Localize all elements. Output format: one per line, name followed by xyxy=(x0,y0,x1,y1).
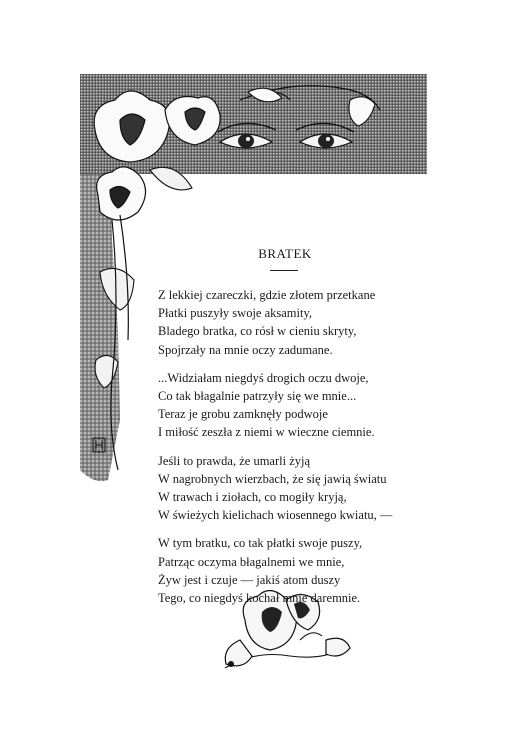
poem-line: Płatki puszyły swoje aksamity, xyxy=(158,306,313,321)
poem-line: Jeśli to prawda, że umarli żyją xyxy=(158,453,311,468)
title-divider xyxy=(270,270,298,271)
poem-line: Patrząc oczyma błagalnemi we mnie, xyxy=(158,554,345,569)
poem-title: BRATEK xyxy=(258,246,312,261)
poem-line: Co tak błagalnie patrzyły się we mnie... xyxy=(158,389,357,404)
poem-stanza xyxy=(158,369,458,442)
poem-stanza xyxy=(158,452,458,525)
poem-line: W świeżych kielichach wiosennego kwiatu, — xyxy=(158,508,393,523)
poem-stanza xyxy=(158,286,458,359)
poem-line: Z lekkiej czareczki, gdzie złotem przetkane xyxy=(158,288,376,302)
poem-body xyxy=(158,286,458,617)
poem-line: Żyw jest i czuje — jakiś atom duszy xyxy=(158,572,341,587)
poem-stanza xyxy=(158,534,458,607)
poem-line: W trawach i ziołach, co mogiły kryją, xyxy=(158,490,347,505)
poem-line: Spojrzały na mnie oczy zadumane. xyxy=(158,342,333,357)
poem-line: W tym bratku, co tak płatki swoje puszy, xyxy=(158,536,363,551)
poem-line: Tego, co niegdyś kochał mnie daremnie. xyxy=(158,591,361,606)
poem-line: I miłość zeszła z niemi w wieczne ciemnie. xyxy=(158,425,375,440)
poem-line: W nagrobnych wierzbach, że się jawią światu xyxy=(158,471,387,486)
poem-line: ...Widziałam niegdyś drogich oczu dwoje, xyxy=(158,370,369,385)
poem-line: Bladego bratka, co rósł w cieniu skryty, xyxy=(158,324,357,339)
poem-line: Teraz je grobu zamknęły podwoje xyxy=(158,407,328,422)
